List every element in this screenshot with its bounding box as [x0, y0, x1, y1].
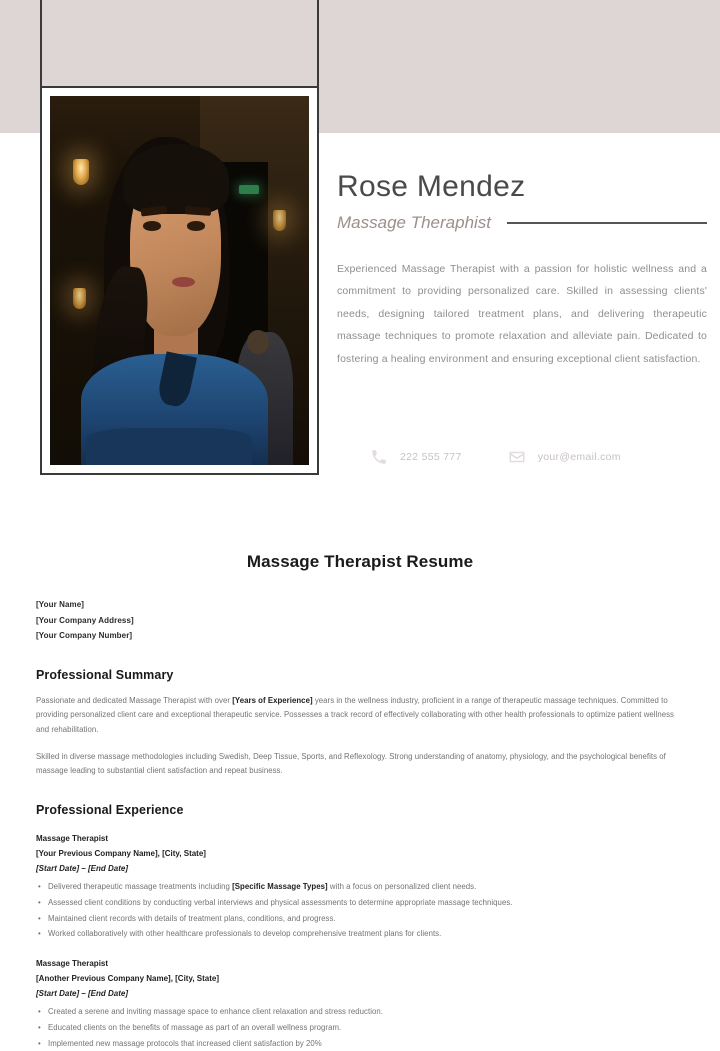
list-item [36, 1036, 684, 1051]
experience-entry [36, 831, 684, 942]
photo-folded-arms [86, 428, 252, 465]
summary-p1-placeholder: [Years of Experience] [232, 695, 313, 705]
bullet-post: with a focus on personalized client needs. [327, 882, 477, 892]
email-address: your@email.com [537, 451, 621, 463]
section-heading-professional-summary: Professional Summary [36, 667, 174, 682]
candidate-role-row [337, 213, 707, 233]
phone-number: 222 555 777 [400, 451, 462, 463]
document-body [0, 597, 720, 1051]
job-company: [Another Previous Company Name], [City, State] [36, 974, 219, 984]
bullet-pre: Assessed client conditions by conducting verbal interviews and physical assessments to determine appropriate massage techniques. [48, 898, 513, 908]
bullet-pre: Created a serene and inviting massage space to enhance client relaxation and stress reduction. [48, 1007, 383, 1017]
photo-wall-lamp [73, 288, 86, 309]
job-title: Massage Therapist [36, 958, 109, 968]
contact-email[interactable] [508, 448, 621, 466]
placeholder-your-name: [Your Name] [36, 600, 85, 609]
portrait-frame [40, 86, 319, 475]
bullet-bold: [Specific Massage Types] [232, 882, 328, 892]
bullet-pre: Educated clients on the benefits of massage as part of an overall wellness program. [48, 1022, 342, 1032]
photo-wall-lamp [73, 159, 89, 185]
placeholder-company-address: [Your Company Address] [36, 615, 134, 625]
experience-entry [36, 956, 684, 1051]
header-summary: Experienced Massage Therapist with a passion for holistic wellness and a commitment to providing personalized care. Skilled in assessing clients' needs, designing tailored treatment plans, and delivering therapeutic massage techniques to promote relaxation and alleviate pain. Dedicated to fostering a healing environment and ensuring exceptional client satisfaction. [337, 262, 707, 365]
contact-row [370, 448, 621, 466]
photo-hair-top [123, 144, 229, 214]
job-title: Massage Therapist [36, 833, 109, 843]
summary-paragraph-1 [36, 694, 684, 737]
portrait-photo [50, 96, 309, 465]
job-dates: [Start Date] – [End Date] [36, 989, 129, 999]
photo-lips [172, 277, 195, 287]
resume-document [0, 552, 720, 1051]
job-dates: [Start Date] – [End Date] [36, 864, 129, 874]
list-item [36, 1004, 684, 1020]
photo-background-person-head [247, 330, 269, 354]
bullet-pre: Maintained client records with details of treatment plans, conditions, and progress. [48, 913, 336, 923]
list-item [36, 895, 684, 911]
summary-p1-pre: Passionate and dedicated Massage Therapist with over [36, 695, 233, 705]
header-text-block [337, 170, 707, 370]
list-item [36, 926, 684, 942]
phone-icon [370, 448, 388, 466]
photo-wall-lamp [273, 210, 286, 231]
list-item [36, 879, 684, 895]
envelope-icon [508, 448, 526, 466]
role-divider-rule [507, 222, 707, 224]
summary-p1-post: years in the wellness industry, proficient in a range of therapeutic massage techniques. Committed to providing personalized client care and exceptional therapeutic service. Possesses a track record of effectively collaborating with other health professionals to optimize patient wellness and rehabilitation. [36, 695, 675, 734]
job-bullet-list [36, 879, 684, 941]
document-title: Massage Therapist Resume [246, 552, 474, 571]
list-item [36, 1020, 684, 1036]
bullet-pre: Worked collaboratively with other healthcare professionals to develop comprehensive treatment plans for clients. [48, 929, 442, 939]
photo-eyebrow [184, 206, 210, 216]
contact-placeholders [36, 597, 684, 644]
summary-paragraph-2: Skilled in diverse massage methodologies including Swedish, Deep Tissue, Sports, and Reflexology. Strong understanding of anatomy, physiology, and the psychological benefits of massage leading to substantial client satisfaction and repeat business. [36, 752, 666, 776]
section-heading-professional-experience: Professional Experience [36, 802, 184, 817]
placeholder-company-number: [Your Company Number] [36, 631, 133, 641]
list-item [36, 911, 684, 927]
job-company: [Your Previous Company Name], [City, State] [36, 849, 206, 859]
bullet-pre: Delivered therapeutic massage treatments including [48, 882, 233, 892]
contact-phone[interactable] [370, 448, 462, 466]
bullet-pre: Implemented new massage protocols that increased client satisfaction by 20% [48, 1038, 322, 1048]
candidate-role: Massage Theraphist [337, 212, 492, 232]
photo-exit-sign [239, 185, 259, 194]
candidate-name: Rose Mendez [337, 170, 526, 203]
job-bullet-list [36, 1004, 684, 1051]
